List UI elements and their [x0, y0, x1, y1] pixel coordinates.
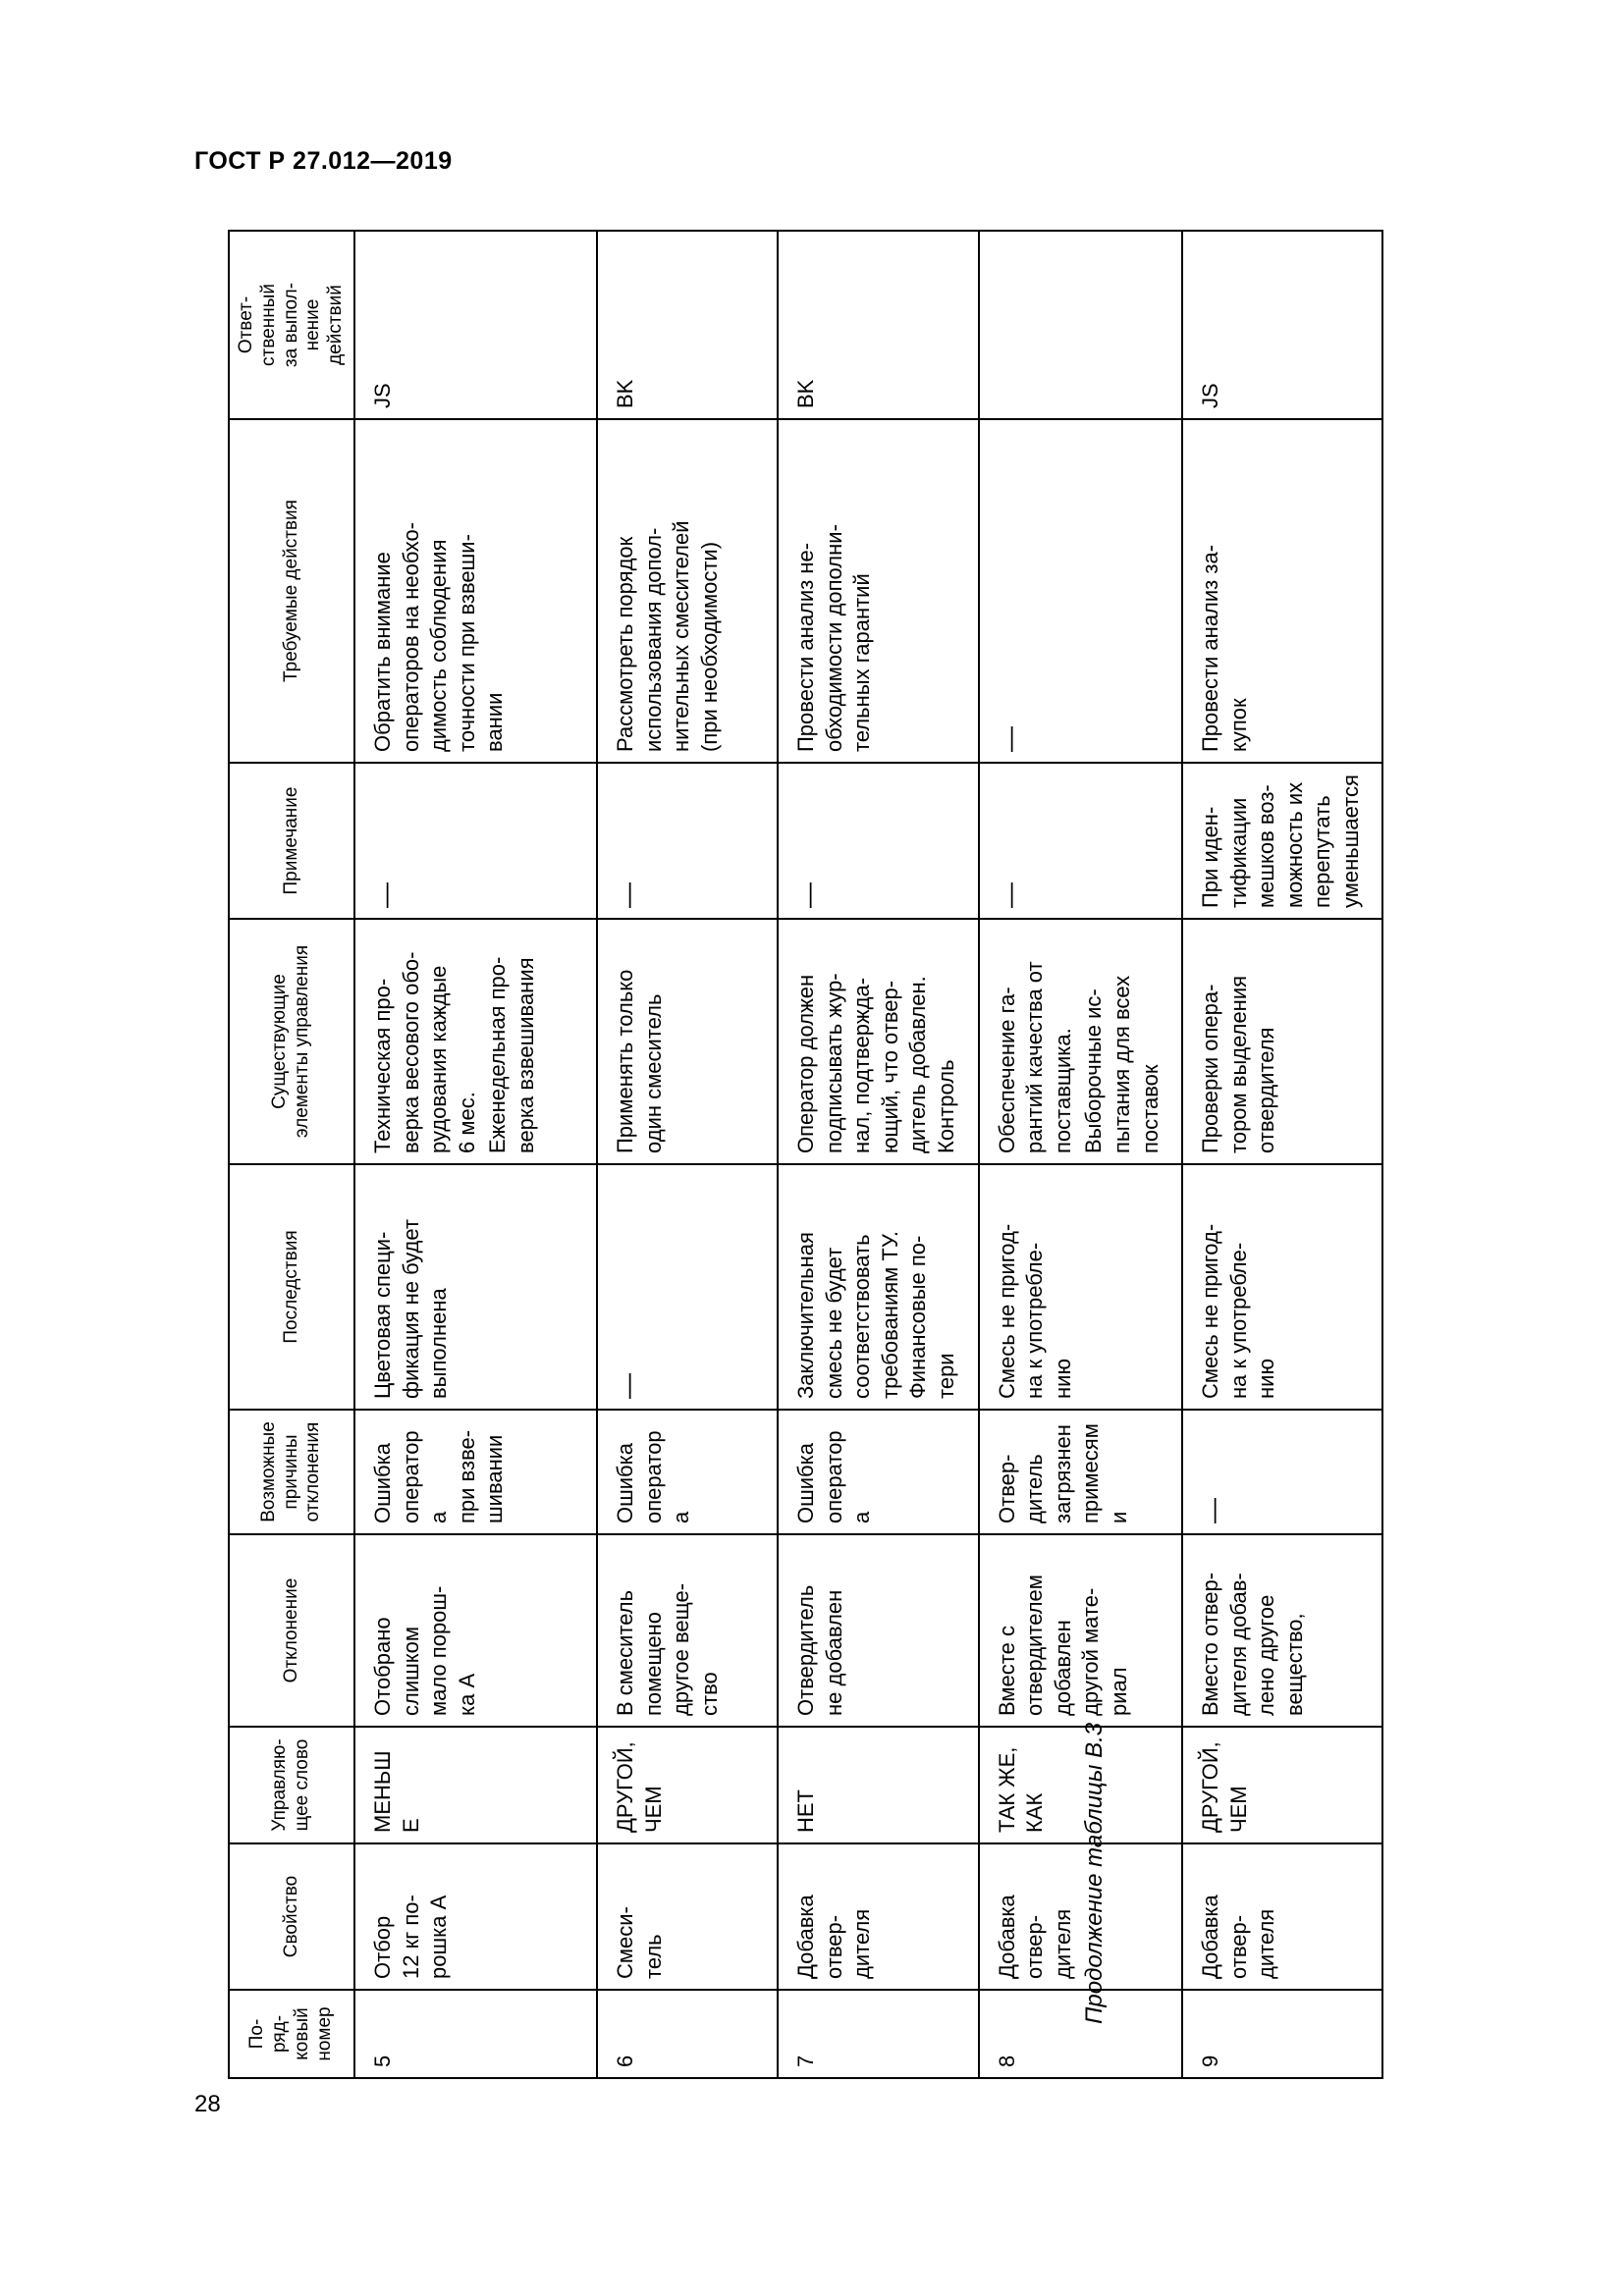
cell-responsible: BK: [597, 231, 778, 419]
table-row: [778, 231, 979, 2078]
control-paragraph: Проверки опера- тором выделения отвердителя: [1198, 975, 1279, 1153]
cell-responsible: [979, 231, 1183, 419]
cell-property: Добавка отвер- дителя: [979, 1843, 1183, 1990]
cell-deviation: Вместо отвер- дителя добав- лено другое вещество,: [1182, 1534, 1382, 1727]
control-paragraph: Применять только один смеситель: [612, 969, 666, 1153]
cell-note: —: [354, 763, 597, 919]
col-header-number: По- ряд- ковый номер: [229, 1990, 354, 2078]
col-header-responsible: Ответ- ственный за выпол- нение действий: [229, 231, 354, 419]
cell-number: 8: [979, 1990, 1183, 2078]
cell-controls: [979, 919, 1183, 1164]
cell-deviation: Вместе с отвердителем добавлен другой мате- риал: [979, 1534, 1183, 1727]
table-row: [979, 231, 1183, 2078]
table-caption: Продолжение таблицы В.3: [1081, 1722, 1108, 2024]
cell-responsible: BK: [778, 231, 979, 419]
cell-property: Добавка отвер- дителя: [778, 1843, 979, 1990]
cell-controls: [597, 919, 778, 1164]
cell-consequences: Смесь не пригод- на к употребле- нию: [1182, 1164, 1382, 1410]
col-header-guideword: Управляю- щее слово: [229, 1727, 354, 1843]
cell-responsible: JS: [1182, 231, 1382, 419]
control-paragraph: Еженедельная про- верка взвешивания: [485, 956, 538, 1153]
cell-note: При иден- тификации мешков воз- можность их перепутать уменьшается: [1182, 763, 1382, 919]
cell-causes: Ошибка оператора: [778, 1410, 979, 1534]
col-header-controls: Существующие элементы управления: [229, 919, 354, 1164]
cell-number: 6: [597, 1990, 778, 2078]
col-header-property: Свойство: [229, 1843, 354, 1990]
table-header-row: [229, 231, 354, 2078]
cell-note: —: [778, 763, 979, 919]
cell-controls: [778, 919, 979, 1164]
table-row: [597, 231, 778, 2078]
cell-responsible: JS: [354, 231, 597, 419]
cell-actions: Провести анализ за- купок: [1182, 419, 1382, 763]
cell-actions: —: [979, 419, 1183, 763]
table-row: [1182, 231, 1382, 2078]
cell-causes: —: [1182, 1410, 1382, 1534]
control-paragraph: Обеспечение га- рантий качества от поставщика.: [994, 961, 1075, 1153]
cell-guideword: ТАК ЖЕ, КАК: [979, 1727, 1183, 1843]
cell-consequences: Смесь не пригод- на к употребле- нию: [979, 1164, 1183, 1410]
page-number: 28: [194, 2091, 221, 2117]
cell-number: 7: [778, 1990, 979, 2078]
cell-guideword: НЕТ: [778, 1727, 979, 1843]
col-header-causes: Возможные причины отклонения: [229, 1410, 354, 1534]
cell-guideword: ДРУГОЙ, ЧЕМ: [597, 1727, 778, 1843]
col-header-consequences: Последствия: [229, 1164, 354, 1410]
col-header-deviation: Отклонение: [229, 1534, 354, 1727]
cell-guideword: МЕНЬШЕ: [354, 1727, 597, 1843]
cell-consequences: —: [597, 1164, 778, 1410]
cell-causes: Ошибка оператора: [597, 1410, 778, 1534]
cell-deviation: В смеситель помещено другое веще- ство: [597, 1534, 778, 1727]
hazop-table: [228, 230, 1383, 2079]
cell-consequences: Цветовая специ- фикация не будет выполнена: [354, 1164, 597, 1410]
col-header-note: Примечание: [229, 763, 354, 919]
table-body: [354, 231, 1382, 2078]
col-header-actions: Требуемые действия: [229, 419, 354, 763]
control-paragraph: Техническая про- верка весового обо- рудования каждые 6 мес.: [369, 951, 479, 1153]
cell-deviation: Отобрано слишком мало порош- ка А: [354, 1534, 597, 1727]
cell-guideword: ДРУГОЙ, ЧЕМ: [1182, 1727, 1382, 1843]
cell-causes: Отвер- дитель загрязнен примесями: [979, 1410, 1183, 1534]
cell-note: —: [979, 763, 1183, 919]
table-row: [354, 231, 597, 2078]
cell-property: Добавка отвер- дителя: [1182, 1843, 1382, 1990]
document-header: ГОСТ Р 27.012—2019: [194, 147, 453, 175]
cell-note: —: [597, 763, 778, 919]
cell-actions: Обратить внимание операторов на необхо- димость соблюдения точности при взвеши- вании: [354, 419, 597, 763]
cell-actions: Провести анализ не- обходимости дополни- тельных гарантий: [778, 419, 979, 763]
cell-consequences: Заключительная смесь не будет соответствовать требованиям ТУ. Финансовые по- тери: [778, 1164, 979, 1410]
cell-number: 9: [1182, 1990, 1382, 2078]
control-paragraph: Выборочные ис- пытания для всех поставок: [1081, 975, 1163, 1153]
cell-deviation: Отвердитель не добавлен: [778, 1534, 979, 1727]
cell-controls: [354, 919, 597, 1164]
table-container: [228, 232, 1364, 2079]
cell-number: 5: [354, 1990, 597, 2078]
cell-causes: Ошибка оператора при взве- шивании: [354, 1410, 597, 1534]
cell-controls: [1182, 919, 1382, 1164]
cell-actions: Рассмотреть порядок использования допол- нительных смесителей (при необходимости): [597, 419, 778, 763]
cell-property: Смеси- тель: [597, 1843, 778, 1990]
cell-property: Отбор 12 кг по- рошка А: [354, 1843, 597, 1990]
control-paragraph: Оператор должен подписывать жур- нал, подтвержда- ющий, что отвер- дитель добавлен. Контроль: [792, 973, 958, 1153]
